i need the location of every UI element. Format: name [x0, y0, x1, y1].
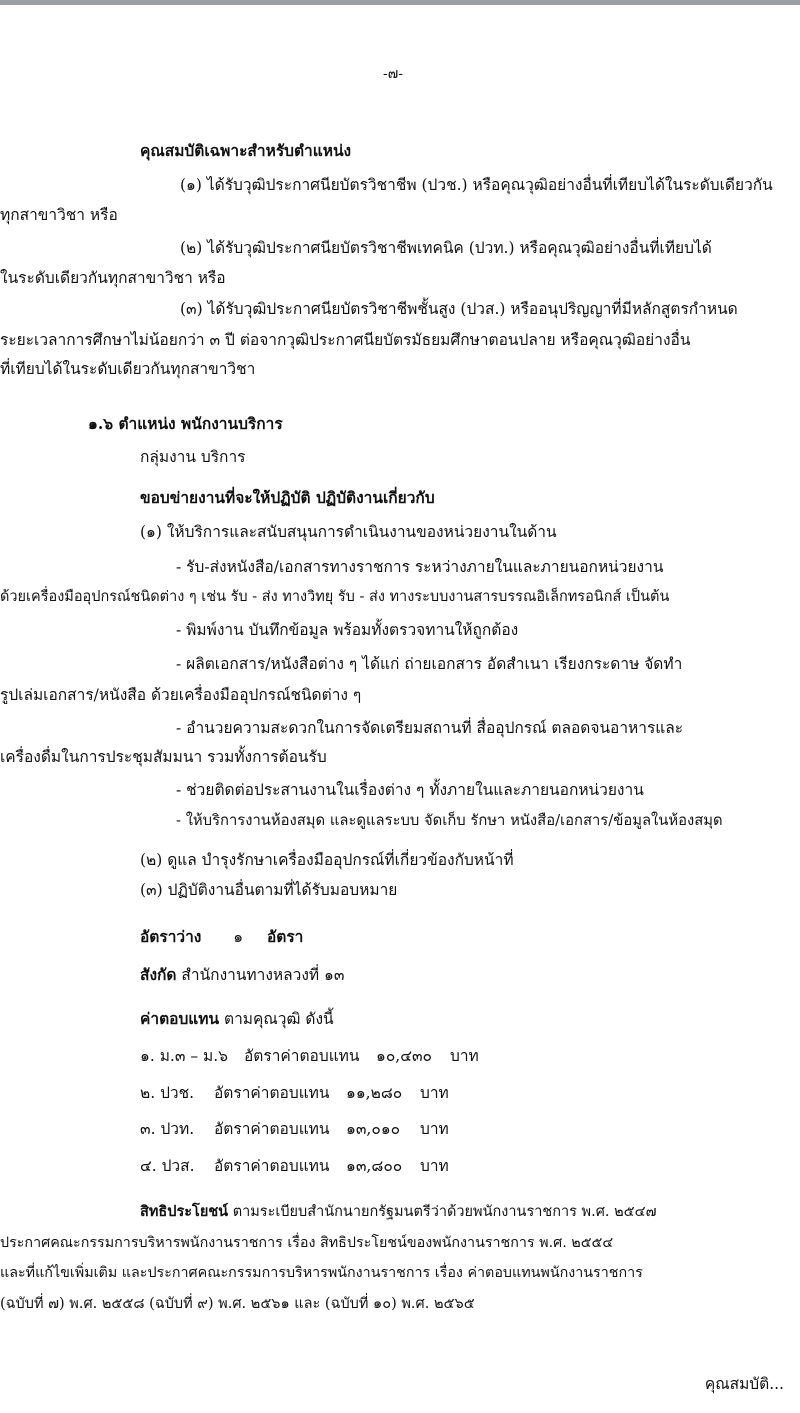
compensation-row	[140, 1155, 449, 1177]
compensation-row	[140, 1118, 449, 1140]
top-border	[0, 0, 800, 5]
qualification-3-line-3: ที่เทียบได้ในระดับเดียวกันทุกสาขาวิชา	[0, 360, 256, 378]
compensation-amount: ๑๓,๐๑๐	[346, 1120, 401, 1138]
compensation-amount: ๑๐,๔๓๐	[376, 1047, 433, 1065]
vacancy-label: อัตราว่าง	[140, 927, 202, 946]
compensation-level: ๔. ปวส.	[140, 1157, 195, 1175]
affiliation-value: สำนักงานทางหลวงที่ ๑๓	[181, 966, 345, 984]
compensation-rate-label: อัตราค่าตอบแทน	[244, 1047, 360, 1065]
compensation-row	[140, 1082, 449, 1104]
vacancy-line	[140, 926, 303, 948]
affiliation-label: สังกัด	[140, 965, 177, 984]
duty-sub-4-line-2: เครื่องดื่มในการประชุมสัมมนา รวมทั้งการต้อนรับ	[0, 748, 327, 766]
compensation-row	[140, 1045, 479, 1067]
qualification-1-line-2: ทุกสาขาวิชา หรือ	[0, 206, 118, 224]
vacancy-count: ๑	[233, 928, 244, 946]
compensation-label: ค่าตอบแทน	[140, 1009, 220, 1028]
compensation-unit: บาท	[420, 1084, 449, 1102]
qualification-1-line-1: (๑) ได้รับวุฒิประกาศนียบัตรวิชาชีพ (ปวช.) หรือคุณวุฒิอย่างอื่นที่เทียบได้ในระดับเดียวกัน	[180, 176, 773, 194]
qualification-3-line-1: (๓) ได้รับวุฒิประกาศนียบัตรวิชาชีพชั้นสูง (ปวส.) หรืออนุปริญญาที่มีหลักสูตรกำหนด	[180, 300, 738, 318]
compensation-line	[140, 1008, 334, 1030]
qualifications-heading: คุณสมบัติเฉพาะสำหรับตำแหน่ง	[140, 141, 352, 160]
duty-item-2: (๒) ดูแล บำรุงรักษาเครื่องมืออุปกรณ์ที่เกี่ยวข้องกับหน้าที่	[140, 851, 514, 869]
compensation-amount: ๑๑,๒๘๐	[346, 1084, 403, 1102]
duty-item-1: (๑) ให้บริการและสนับสนุนการดำเนินงานของหน่วยงานในด้าน	[140, 523, 557, 541]
duty-sub-3-line-2: รูปเล่มเอกสาร/หนังสือ ด้วยเครื่องมืออุปกรณ์ชนิดต่าง ๆ	[0, 686, 362, 704]
benefits-line-1	[140, 1201, 657, 1223]
position-group: กลุ่มงาน บริการ	[140, 448, 246, 466]
compensation-level: ๑. ม.๓ – ม.๖	[140, 1047, 229, 1065]
benefits-line-2: ประกาศคณะกรรมการบริหารพนักงานราชการ เรื่อง สิทธิประโยชน์ของพนักงานราชการ พ.ศ. ๒๕๕๔	[0, 1235, 614, 1251]
compensation-value: ตามคุณวุฒิ ดังนี้	[224, 1010, 334, 1028]
benefits-line-4: (ฉบับที่ ๗) พ.ศ. ๒๕๕๘ (ฉบับที่ ๙) พ.ศ. ๒๕๖๑ และ (ฉบับที่ ๑๐) พ.ศ. ๒๕๖๕	[0, 1296, 475, 1312]
benefits-label: สิทธิประโยชน์	[140, 1203, 229, 1220]
vacancy-unit: อัตรา	[266, 927, 304, 946]
page-number: -๗-	[383, 66, 403, 82]
compensation-rate-label: อัตราค่าตอบแทน	[214, 1157, 330, 1175]
affiliation-line	[140, 964, 345, 986]
duty-sub-4-line-1: - อำนวยความสะดวกในการจัดเตรียมสถานที่ สื่ออุปกรณ์ ตลอดจนอาหารและ	[176, 719, 684, 737]
compensation-level: ๒. ปวช.	[140, 1084, 195, 1102]
compensation-rate-label: อัตราค่าตอบแทน	[214, 1120, 330, 1138]
page-continuation: คุณสมบัติ...	[704, 1375, 784, 1393]
compensation-unit: บาท	[450, 1047, 479, 1065]
compensation-level: ๓. ปวท.	[140, 1120, 195, 1138]
duties-heading: ขอบข่ายงานที่จะให้ปฏิบัติ ปฏิบัติงานเกี่ยวกับ	[140, 488, 435, 507]
duty-sub-6: - ให้บริการงานห้องสมุด และดูแลระบบ จัดเก็บ รักษา หนังสือ/เอกสาร/ข้อมูลในห้องสมุด	[176, 812, 723, 829]
duty-sub-1-line-2: ด้วยเครื่องมืออุปกรณ์ชนิดต่าง ๆ เช่น รับ - ส่ง ทางวิทยุ รับ - ส่ง ทางระบบงานสารบรรณอิเล็กทรอนิกส์ เป็นต้น	[0, 589, 670, 605]
duty-sub-3-line-1: - ผลิตเอกสาร/หนังสือต่าง ๆ ได้แก่ ถ่ายเอกสาร อัดสำเนา เรียงกระดาษ จัดทำ	[176, 655, 683, 673]
compensation-unit: บาท	[420, 1157, 449, 1175]
duty-sub-5: - ช่วยติดต่อประสานงานในเรื่องต่าง ๆ ทั้งภายในและภายนอกหน่วยงาน	[176, 781, 644, 799]
compensation-rate-label: อัตราค่าตอบแทน	[214, 1084, 330, 1102]
duty-sub-2: - พิมพ์งาน บันทึกข้อมูล พร้อมทั้งตรวจทานให้ถูกต้อง	[176, 621, 519, 639]
qualification-2-line-2: ในระดับเดียวกันทุกสาขาวิชา หรือ	[0, 269, 226, 287]
compensation-amount: ๑๓,๘๐๐	[346, 1157, 403, 1175]
position-heading: ๑.๖ ตำแหน่ง พนักงานบริการ	[88, 414, 283, 433]
duty-sub-1-line-1: - รับ-ส่งหนังสือ/เอกสารทางราชการ ระหว่างภายในและภายนอกหน่วยงาน	[176, 558, 664, 576]
qualification-2-line-1: (๒) ได้รับวุฒิประกาศนียบัตรวิชาชีพเทคนิค (ปวท.) หรือคุณวุฒิอย่างอื่นที่เทียบได้	[180, 239, 712, 257]
qualification-3-line-2: ระยะเวลาการศึกษาไม่น้อยกว่า ๓ ปี ต่อจากวุฒิประกาศนียบัตรมัธยมศึกษาตอนปลาย หรือคุณวุฒิอย่างอื่น	[0, 331, 691, 349]
benefits-text-1: ตามระเบียบสำนักนายกรัฐมนตรีว่าด้วยพนักงานราชการ พ.ศ. ๒๕๔๗	[232, 1204, 657, 1220]
benefits-line-3: และที่แก้ไขเพิ่มเติม และประกาศคณะกรรมการบริหารพนักงานราชการ เรื่อง ค่าตอบแทนพนักงานราชการ	[0, 1265, 643, 1281]
compensation-unit: บาท	[420, 1120, 449, 1138]
duty-item-3: (๓) ปฏิบัติงานอื่นตามที่ได้รับมอบหมาย	[140, 881, 398, 899]
